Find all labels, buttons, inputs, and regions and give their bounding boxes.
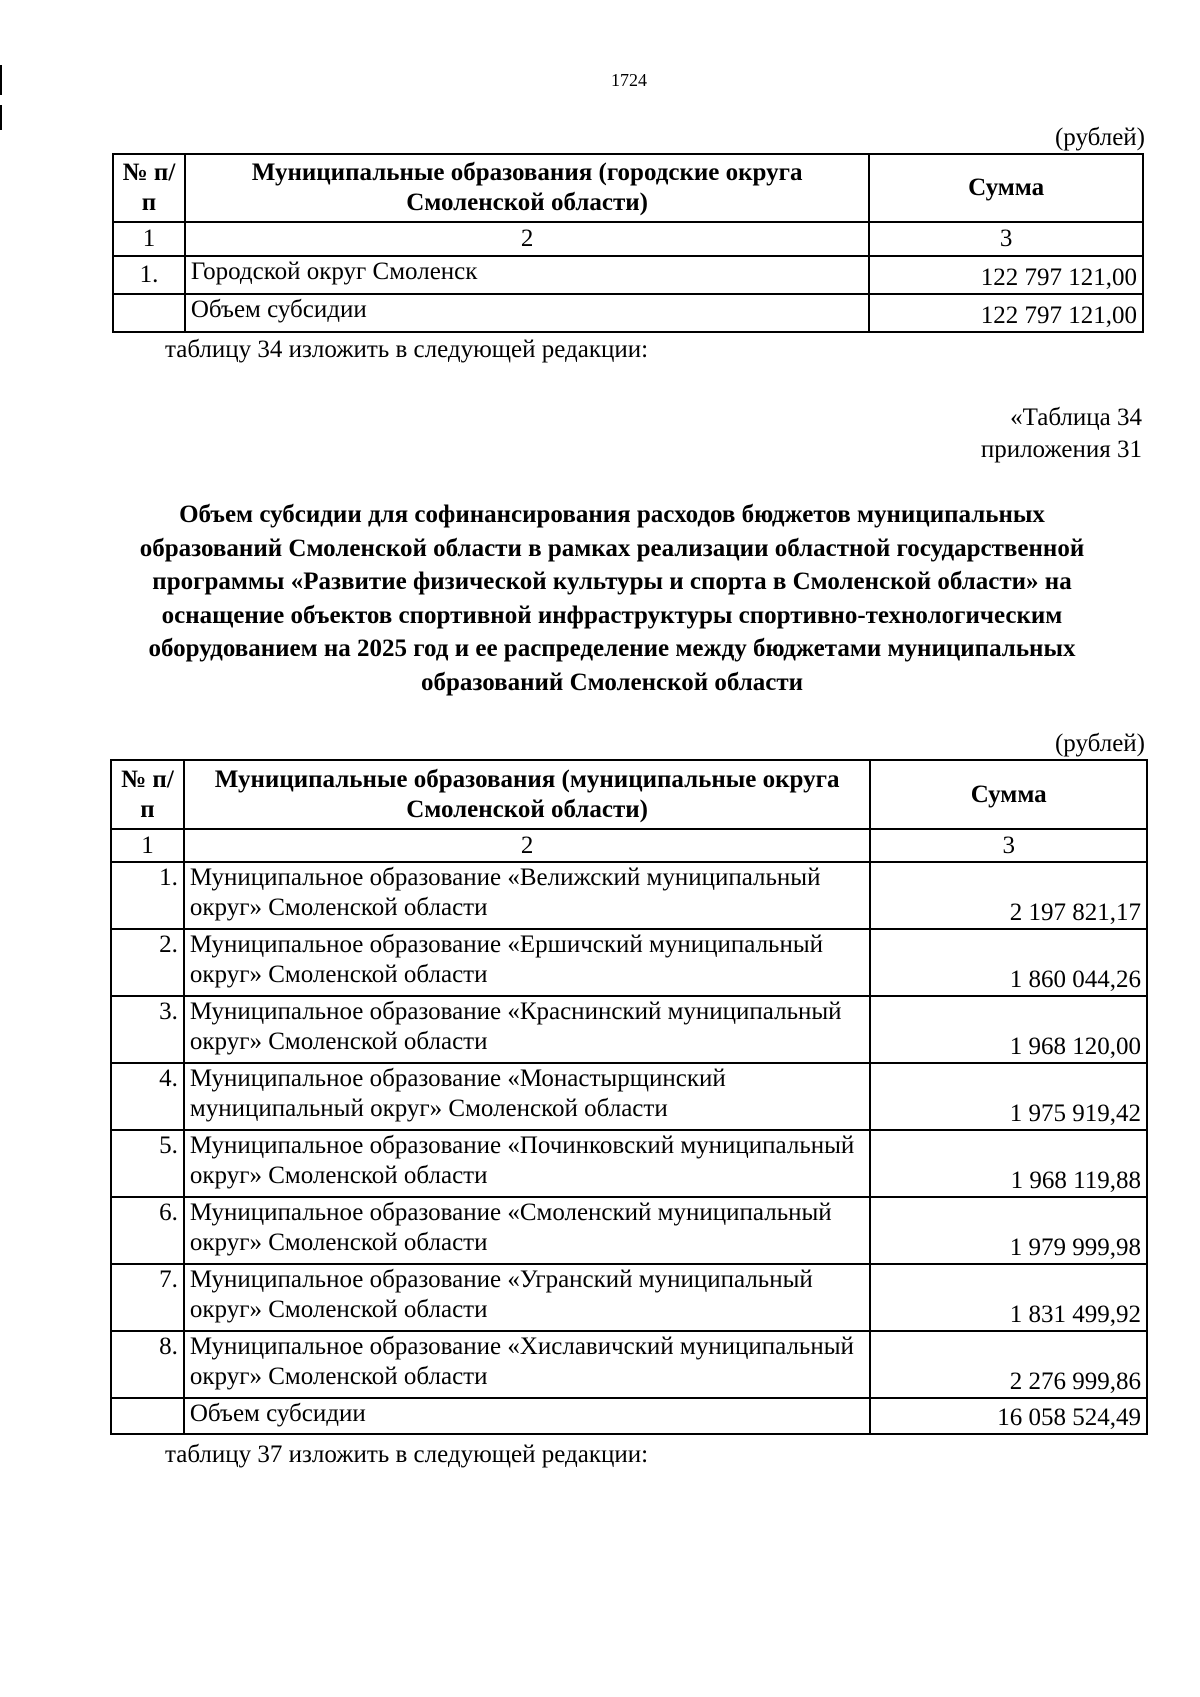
table-row (111, 1197, 1147, 1264)
table2 (110, 759, 1148, 1435)
row-name: Муниципальное образование «Ершичский муниципальный округ» Смоленской области (184, 929, 871, 996)
row-sum: 2 276 999,86 (870, 1331, 1147, 1398)
row-num: 2. (111, 929, 184, 996)
row-num: 8. (111, 1331, 184, 1398)
table-reference-line1: «Таблица 34 (1010, 404, 1142, 431)
table1-colnum-3: 3 (869, 222, 1143, 256)
row-sum: 1 975 919,42 (870, 1063, 1147, 1130)
row-num: 6. (111, 1197, 184, 1264)
row-sum: 1 860 044,26 (870, 929, 1147, 996)
table-row (111, 1130, 1147, 1197)
table-row (111, 862, 1147, 929)
table1-total-row (113, 294, 1143, 332)
table1-header-sum: Сумма (869, 154, 1143, 222)
row-sum: 1 968 119,88 (870, 1130, 1147, 1197)
table2-header-name: Муниципальные образования (муниципальные округа Смоленской области) (184, 760, 871, 829)
row-num: 4. (111, 1063, 184, 1130)
table1-colnum-2: 2 (185, 222, 869, 256)
table1-unit: (рублей) (1054, 124, 1145, 151)
table1-colnum-row (113, 222, 1143, 256)
row-name: Муниципальное образование «Хиславичский муниципальный округ» Смоленской области (184, 1331, 871, 1398)
row-num: 3. (111, 996, 184, 1063)
row-name: Муниципальное образование «Починковский муниципальный округ» Смоленской области (184, 1130, 871, 1197)
total-label: Объем субсидии (185, 294, 869, 332)
row-name: Муниципальное образование «Краснинский муниципальный округ» Смоленской области (184, 996, 871, 1063)
table-row (113, 256, 1143, 294)
table-row (111, 1063, 1147, 1130)
table-row (111, 1331, 1147, 1398)
row-sum: 1 831 499,92 (870, 1264, 1147, 1331)
row-sum: 1 979 999,98 (870, 1197, 1147, 1264)
row-name: Городской округ Смоленск (185, 256, 869, 294)
table2-header-row (111, 760, 1147, 829)
row-name: Муниципальное образование «Угранский муниципальный округ» Смоленской области (184, 1264, 871, 1331)
scan-margin-mark (0, 105, 2, 130)
note-table-34: таблицу 34 изложить в следующей редакции: (165, 336, 649, 363)
table2-colnum-row (111, 829, 1147, 862)
row-num: 7. (111, 1264, 184, 1331)
total-sum: 16 058 524,49 (870, 1398, 1147, 1434)
row-sum: 1 968 120,00 (870, 996, 1147, 1063)
total-num (111, 1398, 184, 1434)
page-number: 1724 (611, 70, 647, 90)
table2-total-row (111, 1398, 1147, 1434)
total-label: Объем субсидии (184, 1398, 871, 1434)
row-num: 5. (111, 1130, 184, 1197)
table2-colnum-1: 1 (111, 829, 184, 862)
table-row (111, 1264, 1147, 1331)
row-name: Муниципальное образование «Смоленский муниципальный округ» Смоленской области (184, 1197, 871, 1264)
table1 (112, 153, 1144, 333)
table1-header-row (113, 154, 1143, 222)
row-num: 1. (113, 256, 185, 294)
table2-colnum-3: 3 (870, 829, 1147, 862)
table-reference-line2: приложения 31 (980, 436, 1142, 463)
total-sum: 122 797 121,00 (869, 294, 1143, 332)
table-heading: Объем субсидии для софинансирования расходов бюджетов муниципальных образований Смоленской области в рамках реализации областной государственной программы «Развитие физической культуры и спорта в Смоленской области» на оснащение объектов спортивной инфраструктуры спортивно-технологическим оборудованием на 2025 год и ее распределение между бюджетами муниципальных образований Смоленской области (139, 501, 1085, 696)
table-reference (981, 402, 1142, 466)
row-name: Муниципальное образование «Монастырщинский муниципальный округ» Смоленской области (184, 1063, 871, 1130)
table2-header-sum: Сумма (870, 760, 1147, 829)
table1-header-num: № п/п (113, 154, 185, 222)
row-sum: 2 197 821,17 (870, 862, 1147, 929)
table2-header-num: № п/п (111, 760, 184, 829)
table2-colnum-2: 2 (184, 829, 871, 862)
table2-unit: (рублей) (1054, 730, 1145, 757)
table1-header-name: Муниципальные образования (городские округа Смоленской области) (185, 154, 869, 222)
row-num: 1. (111, 862, 184, 929)
row-sum: 122 797 121,00 (869, 256, 1143, 294)
table-row (111, 929, 1147, 996)
note-table-37: таблицу 37 изложить в следующей редакции: (165, 1441, 649, 1468)
table-row (111, 996, 1147, 1063)
total-num (113, 294, 185, 332)
row-name: Муниципальное образование «Велижский муниципальный округ» Смоленской области (184, 862, 871, 929)
table1-colnum-1: 1 (113, 222, 185, 256)
